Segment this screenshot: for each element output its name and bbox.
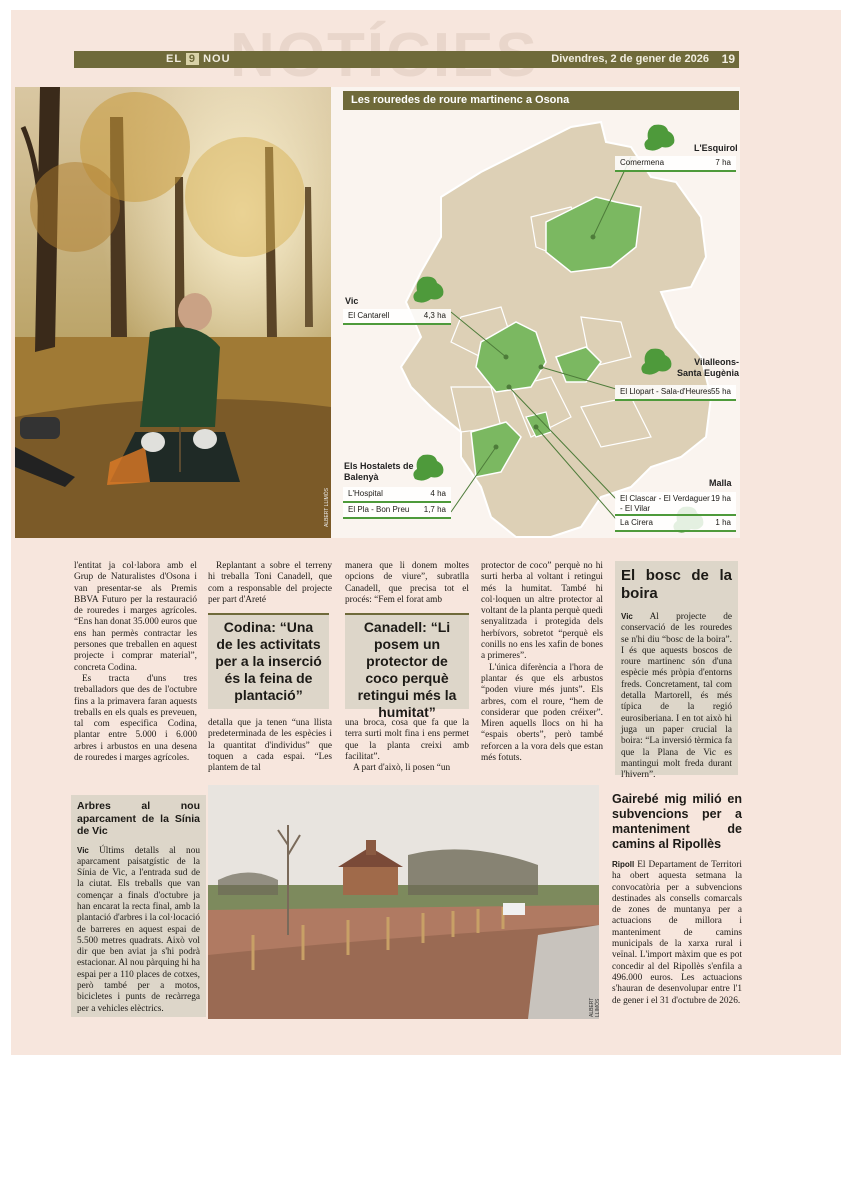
article-column-1: l'entitat ja col·labora amb el Grup de Naturalistes d'Osona i van presentar-se als Premis BBVA Futuro per la restauració de rouredes i marges agrícoles. “Ens han donat 35.000 euros que ens han permès contractar les persones que treballen en aquest projecte i comprar material”, concreta Codina. Es tracta d'uns tres treballadors que des de l'octubre fins a la primavera faran aquests treballs en els quals es preveuen, tal com especifica Codina, plantar entre 5.000 i 6.000 arbres i arbustos en una desena de rouredes i marges agrícoles. — [74, 561, 197, 764]
brief-parking-location: Vic — [77, 845, 89, 855]
place-hostalets: Els Hostalets de Balenyà — [344, 461, 414, 482]
oak-leaf-icon — [644, 125, 674, 151]
brief-ripolles-title: Gairebé mig milió en subvencions per a manteniment de camins al Ripollès — [612, 792, 742, 851]
sidebar-boira-location: Vic — [621, 612, 633, 621]
page-number: 19 — [721, 52, 735, 66]
article-column-2-top: Replantant a sobre el terreny hi treballa Toni Canadell, que com a responsable del projecte per part d'Areté — [208, 561, 332, 605]
site-hospital: L'Hospital 4 ha — [343, 487, 451, 503]
place-malla: Malla — [709, 478, 732, 488]
osona-region-shape — [401, 122, 711, 537]
header-date: Divendres, 2 de gener de 2026 — [551, 53, 709, 65]
article-column-3-top: manera que li donem moltes opcions de viure”, subratlla Canadell, que precisa tot el procés: “Fem el forat amb — [345, 561, 469, 605]
photo-parking — [208, 785, 599, 1019]
site-cirera: La Cirera 1 ha — [615, 516, 736, 532]
pull-quote-codina: Codina: “Una de les activitats per a la inserció és la feina de plantació” — [208, 613, 329, 709]
place-vilalleons: Vilalleons-Santa Eugènia — [677, 357, 740, 378]
brief-ripolles: Gairebé mig milió en subvencions per a manteniment de camins al Ripollès Ripoll El Departament de Territori ha obert aquesta setmana la convocatòria per a subvencions destinades als consells comarcals de zones de muntanya per a actuacions de millora i manteniment de camins municipals de la xarxa rural i veïnal. L'import màxim que es pot concedir al del Ripollès s'enfila a 496.000 euros. Les actuacions s'hauran de desenvolupar entre l'1 de gener i el 31 d'octubre de 2026. — [612, 792, 742, 1006]
site-comermena: Comermena 7 ha — [615, 156, 736, 172]
sidebar-boira: El bosc de la boira Vic Al projecte de conservació de les rouredes se n'hi diu “bosc de la boira”. I és que aquests boscos de roure martinenc són d'una espècie més pròpia d'entorns freds. Concretament, tal com detalla Martorell, és més típica de la regió eurosiberiana. I en tot això hi juga un paper crucial la boira: “La inversió tèrmica fa que la Plana de Vic es mantingui molt freda durant l'hivern”. — [615, 561, 738, 775]
pull-quote-canadell: Canadell: “Li posem un protector de coco perquè retingui més la humitat” — [345, 613, 469, 709]
site-clascar: El Clascar - El Verdaguer - El Vilar 19 ha — [615, 492, 736, 516]
brief-ripolles-location: Ripoll — [612, 860, 635, 869]
brief-parking-title: Arbres al nou aparcament de la Sínia de Vic — [77, 800, 200, 837]
sidebar-boira-title: El bosc de la boira — [621, 567, 732, 602]
newspaper-logo: EL 9 NOU — [166, 53, 231, 65]
photo-credit-1: ALBERT LLIMÓS — [324, 488, 330, 527]
photo-credit-2: ALBERT LLIMÓS — [589, 997, 601, 1017]
site-pla-bon-preu: El Pla - Bon Preu 1,7 ha — [343, 503, 451, 519]
site-cantarell: El Cantarell 4,3 ha — [343, 309, 451, 325]
place-vic: Vic — [345, 296, 359, 306]
site-llopart: El Llopart - Sala-d'Heures 55 ha — [615, 385, 736, 401]
brief-parking: Arbres al nou aparcament de la Sínia de Vic Vic Últims detalls al nou aparcament paisatgístic de la Sínia de Vic, a l'entrada sud de la ciutat. Els treballs que van començar a finals d'octubre ja han encarat la recta final, amb la plantació d'arbres i la col·locació de barreres en aquest espai de 5.500 metres quadrats. Això vol dir que ben aviat ja s'hi podrà estacionar. Al nou pàrquing hi ha espai per a 110 places de cotxes, però també per a motos, bicicletes i punts de recàrrega per a vehicles elèctrics. — [71, 795, 206, 1017]
page-header — [74, 51, 739, 68]
map-title: Les rouredes de roure martinenc a Osona — [343, 91, 739, 110]
article-column-2-bottom: detalla que ja tenen “una llista predeterminada de les espècies i la quantitat d'individus” que toquen a cada espai. “Les plantem de tal — [208, 718, 332, 774]
article-column-3-bottom: una broca, cosa que fa que la terra surti molt fina i ens permet que la planta creixi amb facilitat”. A part d'això, li posen “un — [345, 718, 469, 774]
place-esquirol: L'Esquirol — [694, 143, 738, 153]
photo-planting — [15, 87, 331, 538]
article-column-4: protector de coco” perquè no hi surti herba al voltant i retingui més la humitat. També hi col·loquen un altre protector al voltant de la planta perquè quedi senyalitzada i protegida dels herbívors, sobretot “perquè els conills no ens les xafin de bones a primeres”. L'única diferència a l'hora de plantar és que els arbustos “poden viure més junts”. Els arbres, com el roure, “hem de considerar que poden créixer”. Miren aquells llocs on hi ha “espais oberts”, però també reforcen a la vora dels que estan més fotuts. — [481, 561, 603, 764]
